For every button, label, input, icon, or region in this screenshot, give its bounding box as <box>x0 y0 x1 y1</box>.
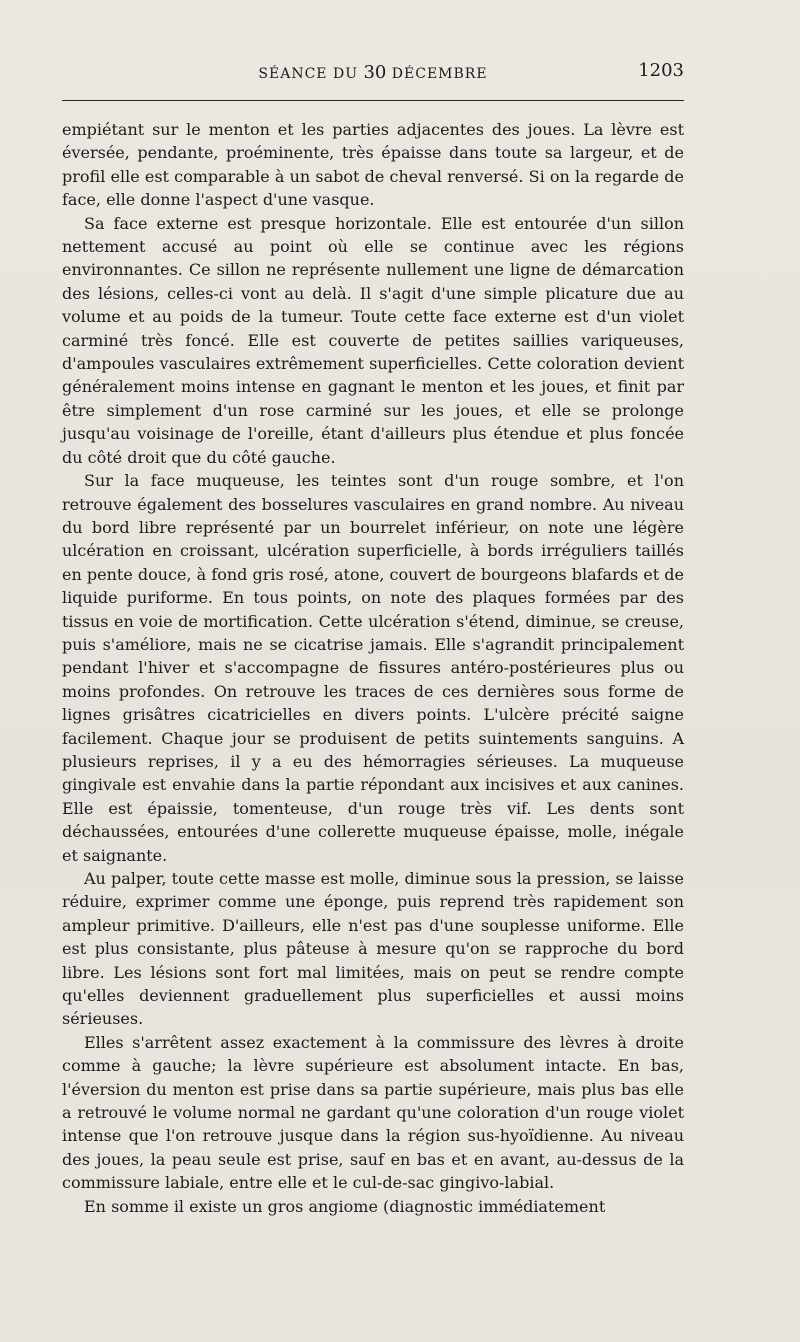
paragraph: Sa face externe est presque horizontale. Elle est entourée d'un sillon nettement accusé au point où elle se continue avec les régions environnantes. Ce sillon ne représente nullement une ligne de démarcation des lésions, celles-ci vont au delà. Il s'agit d'une simple plicature due au volume et au poids de la tumeur. Toute cette face externe est d'un violet carminé très foncé. Elle est couverte de petites saillies variqueuses, d'ampoules vasculaires extrêmement superficielles. Cette coloration devient généralement moins intense en gagnant le menton et les joues, et finit par être simplement d'un rose carminé sur les joues, et elle se prolonge jusqu'au voisinage de l'oreille, étant d'ailleurs plus étendue et plus foncée du côté droit que du côté gauche. <box>62 213 684 467</box>
running-head <box>62 60 684 86</box>
running-title <box>62 62 684 83</box>
running-title-month: DÉCEMBRE <box>386 66 488 82</box>
running-title-day: 30 <box>363 62 387 83</box>
paragraph: Au palper, toute cette masse est molle, diminue sous la pression, se laisse réduire, exprimer comme une éponge, puis reprend très rapidement son ampleur primitive. D'ailleurs, elle n'est pas d'une souplesse uniforme. Elle est plus consistante, plus pâteuse à mesure qu'on se rapproche du bord libre. Les lésions sont fort mal limitées, mais on peut se rendre compte qu'elles deviennent graduellement plus superficielles et aussi moins sérieuses. <box>62 869 684 1029</box>
paragraph: Elles s'arrêtent assez exactement à la commissure des lèvres à droite comme à gauche; la lèvre supérieure est absolument intacte. En bas, l'éversion du menton est prise dans sa partie supérieure, mais plus bas elle a retrouvé le volume normal ne gardant qu'une coloration d'un rouge violet intense que l'on retrouve jusque dans la région sus-hyoïdienne. Au niveau des joues, la peau seule est prise, sauf en bas et en avant, au-dessus de la commissure labiale, entre elle et le cul-de-sac gingivo-labial. <box>62 1032 684 1193</box>
body-text <box>62 118 684 1218</box>
paragraph: En somme il existe un gros angiome (diagnostic immédiatement <box>84 1196 606 1216</box>
header-rule <box>62 100 684 101</box>
paragraph: Sur la face muqueuse, les teintes sont d'un rouge sombre, et l'on retrouve également des bosselures vasculaires en grand nombre. Au niveau du bord libre représenté par un bourrelet inférieur, on note une légère ulcération en croissant, ulcération superficielle, à bords irréguliers taillés en pente douce, à fond gris rosé, atone, couvert de bourgeons blafards et de liquide puriforme. En tous points, on note des plaques formées par des tissus en voie de mortification. Cette ulcération s'étend, diminue, se creuse, puis s'améliore, mais ne se cicatrise jamais. Elle s'agrandit principalement pendant l'hiver et s'accompagne de fissures antéro-postérieures plus ou moins profondes. On retrouve les traces de ces dernières sous forme de lignes grisâtres cicatricielles en divers points. L'ulcère précité saigne facilement. Chaque jour se produisent de petits suintements sanguins. A plusieurs reprises, il y a eu des hémorragies sérieuses. La muqueuse gingivale est envahie dans la partie répondant aux incisives et aux canines. Elle est épaissie, tomenteuse, d'un rouge très vif. Les dents sont déchaussées, entourées d'une collerette muqueuse épaisse, molle, inégale et saignante. <box>62 471 684 865</box>
page-number: 1203 <box>638 60 684 81</box>
paragraph: empiétant sur le menton et les parties adjacentes des joues. La lèvre est éversée, pendante, proéminente, très épaisse dans toute sa largeur, et de profil elle est comparable à un sabot de cheval renversé. Si on la regarde de face, elle donne l'aspect d'une vasque. <box>62 120 684 210</box>
running-title-prefix: SÉANCE DU <box>258 66 364 82</box>
